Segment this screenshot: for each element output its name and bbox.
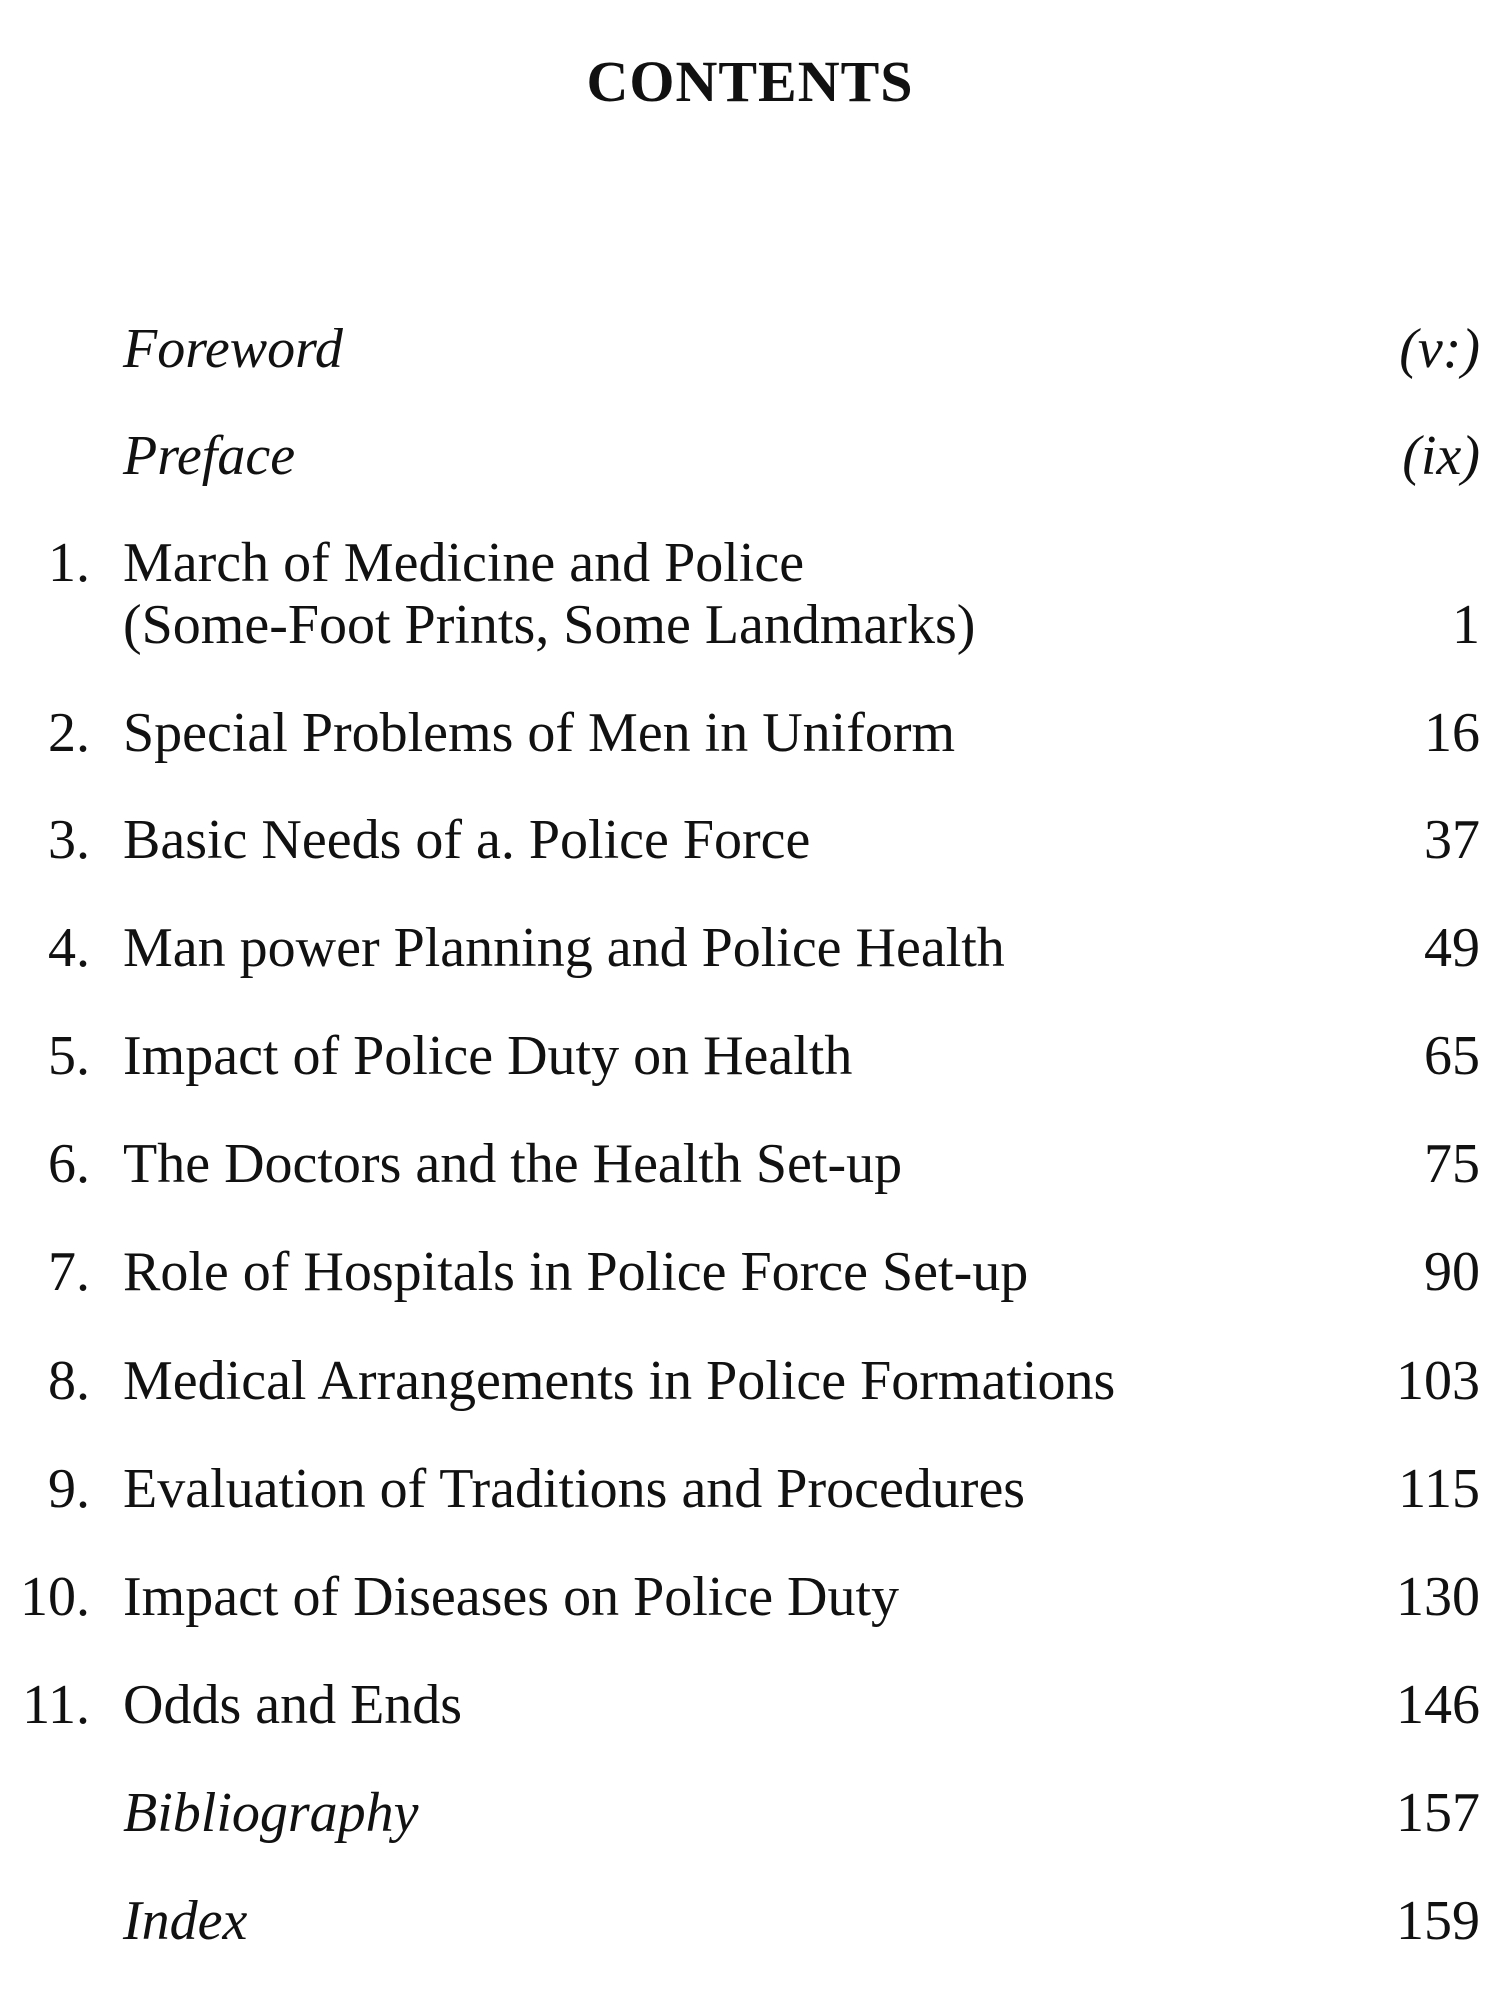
toc-entry-chapter-1	[0, 532, 1500, 672]
toc-entry-page: 159	[1396, 1890, 1480, 1952]
toc-entry-page: 49	[1424, 917, 1480, 979]
toc-entry-index	[0, 1890, 1500, 1970]
toc-entry-page: 103	[1396, 1350, 1480, 1412]
toc-entry-number: 3.	[48, 809, 90, 871]
toc-entry-chapter-4	[0, 917, 1500, 997]
toc-entry-page: 146	[1396, 1674, 1480, 1736]
toc-entry-bibliography	[0, 1782, 1500, 1862]
toc-entry-number: 7.	[48, 1241, 90, 1303]
toc-entry-title: Foreword	[123, 318, 343, 380]
toc-entry-title-block	[123, 532, 975, 656]
toc-entry-title: The Doctors and the Health Set-up	[123, 1133, 903, 1195]
toc-entry-page: 115	[1398, 1458, 1480, 1520]
toc-entry-page: 130	[1396, 1566, 1480, 1628]
toc-entry-title: Man power Planning and Police Health	[123, 917, 1005, 979]
toc-entry-chapter-10	[0, 1566, 1500, 1646]
toc-entry-preface	[0, 425, 1500, 505]
toc-entry-page: 16	[1424, 702, 1480, 764]
toc-entry-title: Evaluation of Traditions and Procedures	[123, 1458, 1026, 1520]
toc-entry-title: Basic Needs of a. Police Force	[123, 809, 811, 871]
toc-entry-subtitle: (Some-Foot Prints, Some Landmarks)	[123, 594, 976, 656]
toc-entry-number: 2.	[48, 702, 90, 764]
toc-entry-title: Medical Arrangements in Police Formations	[123, 1350, 1116, 1412]
toc-entry-page: 65	[1424, 1025, 1480, 1087]
toc-entry-title: Role of Hospitals in Police Force Set-up	[123, 1241, 1029, 1303]
toc-entry-title: Index	[123, 1890, 248, 1952]
toc-entry-chapter-3	[0, 809, 1500, 889]
toc-entry-chapter-6	[0, 1133, 1500, 1213]
toc-entry-title: Preface	[123, 425, 296, 487]
toc-entry-title: Special Problems of Men in Uniform	[123, 702, 956, 764]
toc-entry-chapter-7	[0, 1241, 1500, 1321]
toc-entry-chapter-8	[0, 1350, 1500, 1430]
toc-entry-title: March of Medicine and Police	[123, 532, 805, 594]
toc-entry-number: 10.	[20, 1566, 90, 1628]
toc-entry-number: 6.	[48, 1133, 90, 1195]
toc-entry-page: 1	[1452, 594, 1480, 656]
toc-entry-page: 90	[1424, 1241, 1480, 1303]
toc-entry-page: 37	[1424, 809, 1480, 871]
toc-entry-number: 5.	[48, 1025, 90, 1087]
toc-entry-title: Odds and Ends	[123, 1674, 463, 1736]
toc-entry-page: 75	[1424, 1133, 1480, 1195]
toc-entry-title: Impact of Police Duty on Health	[123, 1025, 853, 1087]
toc-entry-page: (ix)	[1402, 425, 1480, 487]
toc-entry-number: 1.	[48, 532, 90, 594]
toc-entry-number: 4.	[48, 917, 90, 979]
toc-entry-chapter-2	[0, 702, 1500, 782]
toc-entry-page: (v:)	[1399, 318, 1480, 380]
toc-entry-title: Impact of Diseases on Police Duty	[123, 1566, 900, 1628]
toc-entry-number: 11.	[22, 1674, 90, 1736]
toc-entry-number: 9.	[48, 1458, 90, 1520]
toc-entry-chapter-9	[0, 1458, 1500, 1538]
toc-entry-title: Bibliography	[123, 1782, 419, 1844]
toc-entry-page: 157	[1396, 1782, 1480, 1844]
toc-entry-chapter-11	[0, 1674, 1500, 1754]
toc-entry-number: 8.	[48, 1350, 90, 1412]
toc-entry-chapter-5	[0, 1025, 1500, 1105]
page-title: CONTENTS	[586, 49, 914, 114]
toc-entry-foreword	[0, 318, 1500, 398]
